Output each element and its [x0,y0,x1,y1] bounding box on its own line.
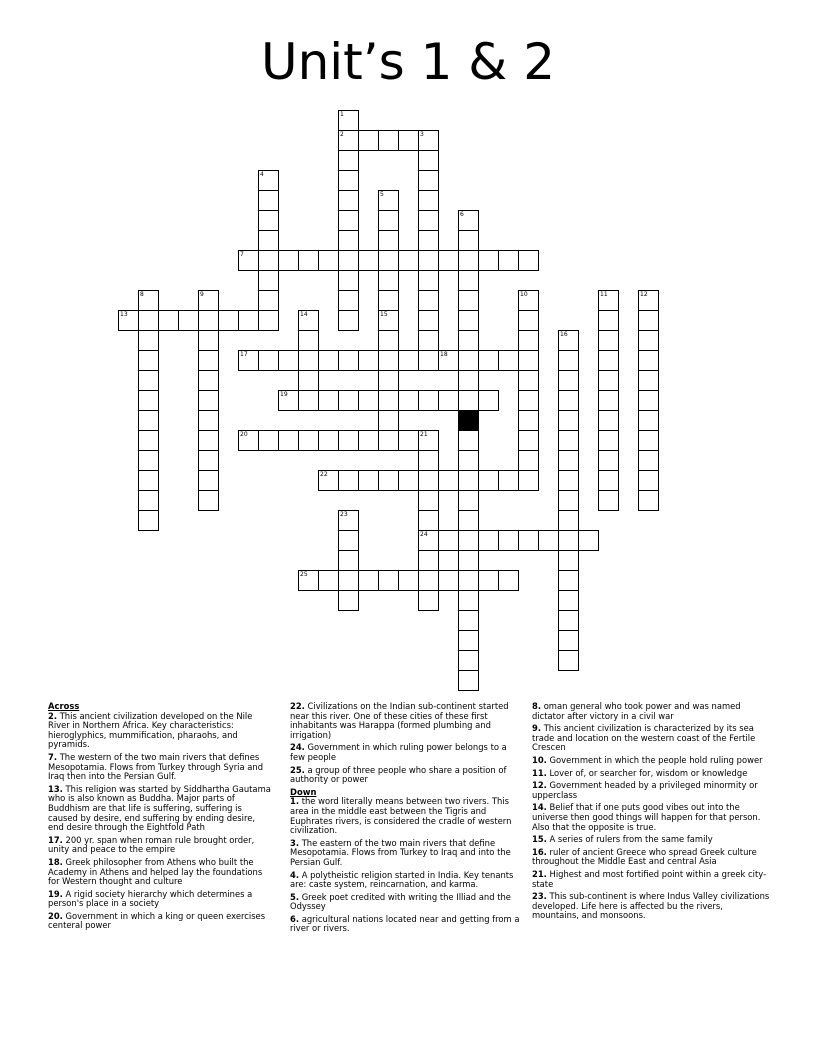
grid-cell[interactable] [518,390,539,411]
grid-cell[interactable] [418,230,439,251]
grid-cell[interactable] [518,370,539,391]
grid-cell[interactable] [298,370,319,391]
grid-cell[interactable] [438,390,459,411]
grid-cell[interactable] [638,370,659,391]
grid-cell[interactable] [138,330,159,351]
clue-across-17: 17. 200 yr. span when roman rule brought order, unity and peace to the empire [48,834,255,855]
grid-cell[interactable] [518,350,539,371]
grid-cell[interactable] [378,250,399,271]
clue-number: 16 [560,331,568,338]
grid-cell[interactable] [458,510,479,531]
grid-cell[interactable] [318,430,339,451]
grid-cell[interactable] [138,370,159,391]
grid-cell[interactable] [378,210,399,231]
grid-cell[interactable] [278,350,299,371]
grid-cell[interactable] [298,250,319,271]
grid-cell[interactable] [518,450,539,471]
clues-column-3 [532,702,770,924]
grid-cell[interactable] [518,470,539,491]
clue-down-21: 21. Highest and most fortified point within a greek city-state [532,868,767,889]
grid-cell[interactable] [638,470,659,491]
grid-cell[interactable] [558,390,579,411]
clue-number: 1 [340,111,344,118]
grid-cell[interactable] [498,250,519,271]
clue-number: 5 [380,191,384,198]
grid-cell[interactable] [498,350,519,371]
grid-cell[interactable] [558,630,579,651]
grid-cell[interactable] [258,350,279,371]
grid-cell[interactable] [338,430,359,451]
clue-down-11: 11. Lover of, or searcher for, wisdom or knowledge [532,767,748,778]
grid-cell[interactable] [598,330,619,351]
grid-cell[interactable] [638,430,659,451]
grid-cell[interactable] [338,290,359,311]
clue-across-24: 24. Government in which ruling power belongs to a few people [290,742,507,762]
clue-down-1: 1. the word literally means between two rivers. This area in the middle east between the Tigris and Euphrates rivers, is considered the cradle of western civilization. [290,796,512,836]
grid-cell[interactable] [638,330,659,351]
clue-down-5: 5. Greek poet credited with writing the Illiad and the Odyssey [290,891,511,912]
grid-cell[interactable] [458,430,479,451]
clue-number: 13 [120,311,128,318]
grid-cell[interactable] [638,390,659,411]
grid-cell[interactable] [418,310,439,331]
clue-down-16: 16. ruler of ancient Greece who spread Greek culture throughout the Middle East and central Asia [532,846,757,867]
grid-cell[interactable] [318,570,339,591]
grid-cell[interactable] [198,410,219,431]
grid-cell[interactable] [318,350,339,371]
grid-cell[interactable] [558,510,579,531]
grid-cell[interactable] [458,370,479,391]
grid-cell[interactable] [458,390,479,411]
grid-cell[interactable] [258,190,279,211]
grid-cell[interactable] [478,390,499,411]
grid-cell[interactable] [438,570,459,591]
clue-across-7: 7. The western of the two main rivers that defines Mesopotamia. Flows from Turkey through Syria and Iraq then into the Persian Gulf. [48,751,264,782]
grid-cell[interactable] [418,450,439,471]
grid-cell[interactable] [638,450,659,471]
grid-cell[interactable] [198,450,219,471]
grid-cell[interactable] [338,170,359,191]
grid-cell[interactable] [458,230,479,251]
clues-column-1 [48,702,273,934]
grid-cell[interactable] [478,530,499,551]
clue-number: 25 [300,571,308,578]
grid-cell[interactable] [338,390,359,411]
clue-number: 22 [320,471,328,478]
grid-cell[interactable] [418,590,439,611]
grid-cell[interactable] [498,530,519,551]
grid-cell[interactable] [558,590,579,611]
grid-cell[interactable] [598,390,619,411]
grid-cell[interactable] [338,190,359,211]
clue-down-8: 8. oman general who took power and was named dictator after victory in a civil war [532,701,741,721]
down-heading: Down [290,786,317,797]
grid-cell[interactable] [138,470,159,491]
grid-cell[interactable] [558,570,579,591]
clue-number: 10 [520,291,528,298]
grid-cell[interactable] [358,390,379,411]
grid-cell[interactable] [498,470,519,491]
grid-cell[interactable] [278,250,299,271]
clue-number: 14 [300,311,308,318]
grid-cell[interactable] [338,150,359,171]
clue-number: 6 [460,211,464,218]
grid-cell[interactable] [378,270,399,291]
grid-cell[interactable] [398,430,419,451]
clue-number: 2 [340,131,344,138]
grid-cell[interactable] [598,370,619,391]
grid-cell[interactable] [378,430,399,451]
grid-cell[interactable] [338,310,359,331]
clue-across-18: 18. Greek philosopher from Athens who built the Academy in Athens and helped lay the foundations for Western thought and culture [48,856,263,887]
grid-cell[interactable] [418,350,439,371]
grid-cell[interactable] [518,250,539,271]
grid-cell[interactable] [558,350,579,371]
grid-cell[interactable] [598,310,619,331]
grid-cell[interactable] [278,430,299,451]
grid-cell[interactable] [538,530,559,551]
grid-cell[interactable] [598,450,619,471]
clue-number: 17 [240,351,248,358]
grid-cell[interactable] [258,430,279,451]
grid-cell[interactable] [398,130,419,151]
grid-cell[interactable] [558,550,579,571]
grid-cell[interactable] [418,190,439,211]
grid-cell[interactable] [378,330,399,351]
grid-cell[interactable] [338,270,359,291]
grid-cell[interactable] [138,350,159,371]
grid-cell[interactable] [518,430,539,451]
clue-number: 8 [140,291,144,298]
clue-down-15: 15. A series of rulers from the same family [532,834,713,845]
grid-cell[interactable] [378,410,399,431]
grid-cell[interactable] [558,410,579,431]
grid-cell[interactable] [458,610,479,631]
grid-cell[interactable] [458,590,479,611]
grid-cell[interactable] [558,470,579,491]
grid-cell[interactable] [338,470,359,491]
page-title: Unit’s 1 & 2 [260,33,556,91]
grid-cell[interactable] [178,310,199,331]
clue-down-23: 23. This sub-continent is where Indus Valley civilizations developed. Life here is affected bu the rivers, mountains, and monsoons. [532,891,770,921]
grid-cell[interactable] [458,630,479,651]
clue-down-9: 9. This ancient civilization is characterized by its sea trade and location on the western coast of the Fertile Crescen [532,723,756,753]
grid-cell[interactable] [138,410,159,431]
clue-down-12: 12. Government headed by a privileged minormity or upperclass [532,780,758,800]
clue-down-6: 6. agricultural nations located near and getting from a river or rivers. [290,913,520,934]
grid-cell[interactable] [458,310,479,331]
grid-cell[interactable] [398,390,419,411]
grid-cell[interactable] [558,650,579,671]
grid-cell[interactable] [638,410,659,431]
grid-cell[interactable] [378,370,399,391]
clue-down-4: 4. A polytheistic religion started in India. Key tenants are: caste system, reincarnation, and karma. [290,869,514,890]
grid-cell[interactable] [458,490,479,511]
grid-cell[interactable] [458,290,479,311]
clues-column-2 [290,702,522,937]
grid-cell[interactable] [358,430,379,451]
grid-cell[interactable] [298,350,319,371]
clue-down-10: 10. Government in which the people hold ruling power [532,754,763,765]
grid-cell[interactable] [398,350,419,371]
grid-cell[interactable] [138,450,159,471]
grid-cell[interactable] [418,470,439,491]
grid-cell[interactable] [458,670,479,691]
clue-number: 20 [240,431,248,438]
grid-cell[interactable] [478,570,499,591]
grid-cell[interactable] [458,470,479,491]
grid-cell[interactable] [138,310,159,331]
grid-cell[interactable] [358,350,379,371]
clue-across-22: 22. Civilizations on the Indian sub-continent started near this river. One of these cities of these first inhabitants was Harappa (formed plumbing and irrigation) [290,701,509,740]
clue-number: 12 [640,291,648,298]
grid-cell[interactable] [458,530,479,551]
grid-cell[interactable] [338,590,359,611]
grid-cell[interactable] [378,390,399,411]
clue-number: 7 [240,251,244,258]
grid-cell[interactable] [418,490,439,511]
grid-cell[interactable] [338,250,359,271]
clue-down-3: 3. The eastern of the two main rivers that define Mesopotamia. Flows from Turkey to Iraq and into the Persian Gulf. [290,837,511,867]
grid-cell[interactable] [638,490,659,511]
clue-across-19: 19. A rigid society hierarchy which determines a person's place in a society [48,888,253,909]
grid-cell[interactable] [458,250,479,271]
grid-cell[interactable] [138,510,159,531]
grid-cell[interactable] [418,210,439,231]
grid-cell[interactable] [318,390,339,411]
grid-cell[interactable] [438,470,459,491]
clue-across-2: 2. This ancient civilization developed on the Nile River in Northern Africa. Key characteristics: hieroglyphics, mummification, pharaohs, and pyramids. [48,710,253,750]
grid-cell[interactable] [198,490,219,511]
grid-cell[interactable] [378,570,399,591]
grid-cell[interactable] [258,210,279,231]
grid-cell[interactable] [258,250,279,271]
grid-cell[interactable] [338,350,359,371]
grid-cell[interactable] [298,330,319,351]
grid-cell[interactable] [398,250,419,271]
grid-cell[interactable] [298,390,319,411]
grid-cell[interactable] [218,310,239,331]
clue-across-13: 13. This religion was started by Siddhartha Gautama who is also known as Buddha. Major parts of Buddhism are that life is suffering, suffering is caused by desire, end suffering by ending desire, end desire through the Eightfold Path [48,783,271,833]
grid-cell[interactable] [378,130,399,151]
grid-cell[interactable] [198,350,219,371]
grid-cell[interactable] [378,290,399,311]
grid-cell[interactable] [558,450,579,471]
grid-cell[interactable] [598,430,619,451]
grid-cell[interactable] [438,250,459,271]
grid-cell[interactable] [558,370,579,391]
clue-number: 4 [260,171,264,178]
grid-cell[interactable] [198,430,219,451]
grid-cell[interactable] [358,130,379,151]
grid-cell[interactable] [258,310,279,331]
grid-cell[interactable] [498,570,519,591]
clue-number: 11 [600,291,608,298]
grid-cell[interactable] [358,250,379,271]
grid-cell[interactable] [638,350,659,371]
grid-cell[interactable] [558,530,579,551]
grid-cell[interactable] [598,490,619,511]
grid-cell[interactable] [598,410,619,431]
grid-cell[interactable] [298,430,319,451]
grid-cell[interactable] [258,290,279,311]
grid-cell[interactable] [438,530,459,551]
grid-cell[interactable] [138,490,159,511]
grid-cell[interactable] [458,270,479,291]
clue-number: 15 [380,311,388,318]
grid-cell[interactable] [418,170,439,191]
grid-cell[interactable] [258,270,279,291]
clue-number: 21 [420,431,428,438]
black-square [458,410,479,431]
grid-cell[interactable] [338,210,359,231]
clue-number: 24 [420,531,428,538]
grid-cell[interactable] [518,530,539,551]
grid-cell[interactable] [418,150,439,171]
grid-cell[interactable] [338,530,359,551]
grid-cell[interactable] [518,410,539,431]
grid-cell[interactable] [478,470,499,491]
clue-number: 19 [280,391,288,398]
grid-cell[interactable] [198,470,219,491]
grid-cell[interactable] [518,330,539,351]
grid-cell[interactable] [458,330,479,351]
grid-cell[interactable] [338,550,359,571]
grid-cell[interactable] [518,310,539,331]
grid-cell[interactable] [418,570,439,591]
grid-cell[interactable] [158,310,179,331]
grid-cell[interactable] [418,510,439,531]
grid-cell[interactable] [558,490,579,511]
grid-cell[interactable] [418,290,439,311]
grid-cell[interactable] [378,350,399,371]
grid-cell[interactable] [258,230,279,251]
grid-cell[interactable] [198,370,219,391]
clue-number: 9 [200,291,204,298]
grid-cell[interactable] [198,330,219,351]
clue-across-20: 20. Government in which a king or queen exercises centeral power [48,910,266,931]
clue-number: 3 [420,131,424,138]
grid-cell[interactable] [478,250,499,271]
across-heading: Across [48,701,80,711]
grid-cell[interactable] [198,390,219,411]
grid-cell[interactable] [458,350,479,371]
grid-cell[interactable] [358,470,379,491]
grid-cell[interactable] [378,470,399,491]
grid-cell[interactable] [398,570,419,591]
clue-number: 18 [440,351,448,358]
grid-cell[interactable] [458,570,479,591]
grid-cell[interactable] [418,550,439,571]
grid-cell[interactable] [378,230,399,251]
grid-cell[interactable] [398,470,419,491]
clue-across-25: 25. a group of three people who share a position of authority or power [290,764,507,785]
grid-cell[interactable] [598,470,619,491]
grid-cell[interactable] [598,350,619,371]
grid-cell[interactable] [558,610,579,631]
grid-cell[interactable] [458,450,479,471]
grid-cell[interactable] [418,250,439,271]
grid-cell[interactable] [638,310,659,331]
grid-cell[interactable] [458,550,479,571]
clue-number: 23 [340,511,348,518]
grid-cell[interactable] [338,570,359,591]
grid-cell[interactable] [198,310,219,331]
grid-cell[interactable] [558,430,579,451]
grid-cell[interactable] [418,270,439,291]
grid-cell[interactable] [458,650,479,671]
grid-cell[interactable] [318,250,339,271]
clue-down-14: 14. Belief that if one puts good vibes out into the universe then good things will happen for that person. Also that the opposite is true. [532,802,761,832]
grid-cell[interactable] [578,530,599,551]
grid-cell[interactable] [418,330,439,351]
grid-cell[interactable] [478,350,499,371]
grid-cell[interactable] [138,390,159,411]
grid-cell[interactable] [338,230,359,251]
grid-cell[interactable] [358,570,379,591]
grid-cell[interactable] [238,310,259,331]
grid-cell[interactable] [418,390,439,411]
grid-cell[interactable] [138,430,159,451]
